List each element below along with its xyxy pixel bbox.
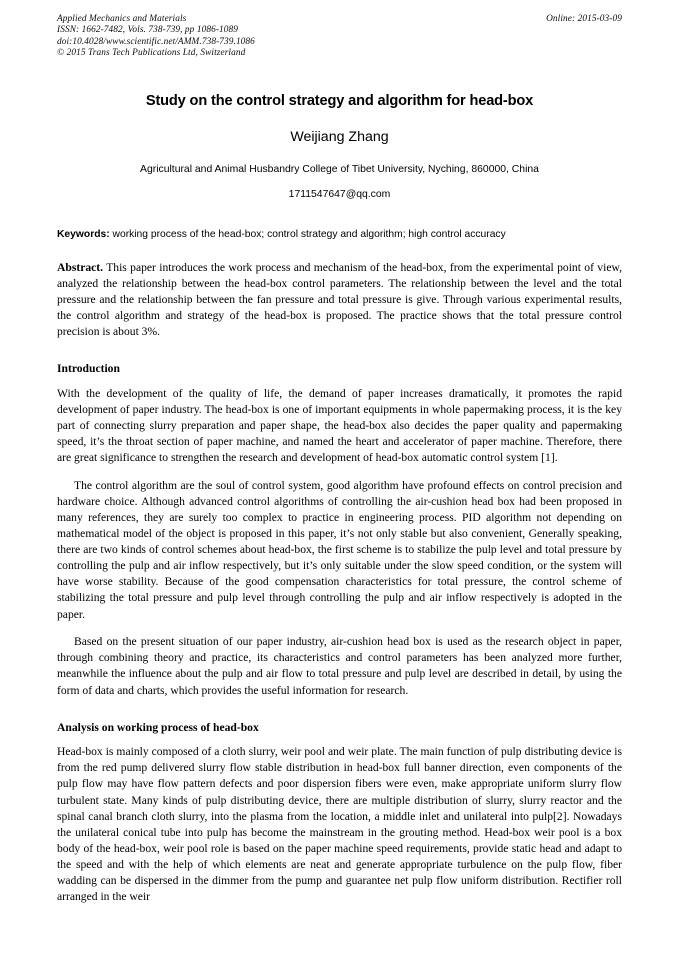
abstract-block bbox=[57, 260, 622, 340]
journal-doi: doi:10.4028/www.scientific.net/AMM.738-739.1086 bbox=[57, 36, 255, 47]
keywords-text: working process of the head-box; control strategy and algorithm; high control accuracy bbox=[112, 228, 506, 240]
abstract-text: This paper introduces the work process and mechanism of the head-box, from the experimental point of view, analyzed the relationship between the head-box control parameters. The relationship between the level and the total pressure and the relationship between the fan pressure and total pressure is give. Through various experimental results, the control algorithm and strategy of the head-box is proposed. The practice shows that the total pressure control precision is about 3%. bbox=[57, 260, 622, 338]
author-email: 1711547647@qq.com bbox=[288, 188, 391, 200]
section-paragraph: Based on the present situation of our paper industry, air-cushion head box is used as the research object in paper, through combining theory and practice, its characteristics and control parameters has been analyzed more further, meanwhile the influence about the pulp and air flow to total pressure and pulp level are described in detail, by using the form of data and charts, which provides the useful information for research. bbox=[57, 635, 622, 697]
abstract-label: Abstract. bbox=[57, 260, 104, 274]
section-paragraph: Head-box is mainly composed of a cloth slurry, weir pool and weir plate. The main function of pulp distributing device is from the red pump delivered slurry flow stable distribution in head-box full banner direction, even components of the pulp flow may have flow pattern defects and poor dispersion fibers were even, make appropriate uniform slurry flow turbulent state. Many kinds of pulp distributing device, there are multiple distribution of slurry, slurry reactor and the spinal canal branch cloth slurry, into the plasma from the location, a middle inlet and unilateral into pulp[2]. Nowadays the unilateral conical tube into pulp has become the mainstream in the grouting method. Head-box weir pool is a box body of the head-box, weir pool role is based on the paper machine speed requirements, provide static head and adapt to the speed and with the help of which elements are neat and generate appropriate turbulence on the pulp flow, fiber wadding can be dispersed in the dimmer from the pump and guarantee net pulp flow uniform distribution. Rectifier roll arranged in the weir bbox=[57, 745, 622, 904]
section-heading-introduction: Introduction bbox=[57, 362, 120, 376]
section-paragraph: The control algorithm are the soul of control system, good algorithm have profound effects on control precision and hardware choice. Although advanced control algorithms of controlling the air-cushion head box had been proposed in many references, they are surely too complex to practice in engineering process. PID algorithm not depending on mathematical model of the object is proposed in this paper, it’s not only stable but also convenient, Generally speaking, there are two kinds of control schemes about head-box, the first scheme is to stabilize the pulp level and total pressure by controlling the pulp and air inflow respectively, but it’s only suitable under the slow speed condition, or the system will have worse stability. Because of the good compensation characteristics for total pressure, the control scheme of stabilizing the total pressure and pulp level through controlling the pulp and air inflow respectively is adopted in the paper. bbox=[57, 478, 622, 621]
section-heading-analysis: Analysis on working process of head-box bbox=[57, 720, 259, 734]
journal-issn: ISSN: 1662-7482, Vols. 738-739, pp 1086-1089 bbox=[57, 25, 239, 36]
journal-header bbox=[57, 14, 622, 60]
author-name: Weijiang Zhang bbox=[290, 128, 389, 145]
author-affiliation: Agricultural and Animal Husbandry College of Tibet University, Nyching, 860000, China bbox=[140, 163, 539, 175]
journal-name: Applied Mechanics and Materials bbox=[57, 14, 187, 24]
section-paragraph: With the development of the quality of life, the demand of paper increases dramatically, it promotes the rapid development of paper industry. The head-box is one of important equipments in whole papermaking process, it is the key part of connecting slurry preparation and paper shape, the head-box also decides the paper quality and papermaking speed, it’s the throat section of paper machine, and named the heart and accelerator of paper machine. Therefore, there are great significance to strengthen the research and development of head-box automatic control system [1]. bbox=[57, 386, 622, 465]
journal-copyright: © 2015 Trans Tech Publications Ltd, Switzerland bbox=[57, 48, 246, 59]
paper-title: Study on the control strategy and algorithm for head-box bbox=[145, 92, 534, 109]
keywords-label: Keywords: bbox=[57, 228, 110, 240]
keywords-block bbox=[57, 228, 622, 241]
online-publication-date: Online: 2015-03-09 bbox=[546, 14, 622, 24]
